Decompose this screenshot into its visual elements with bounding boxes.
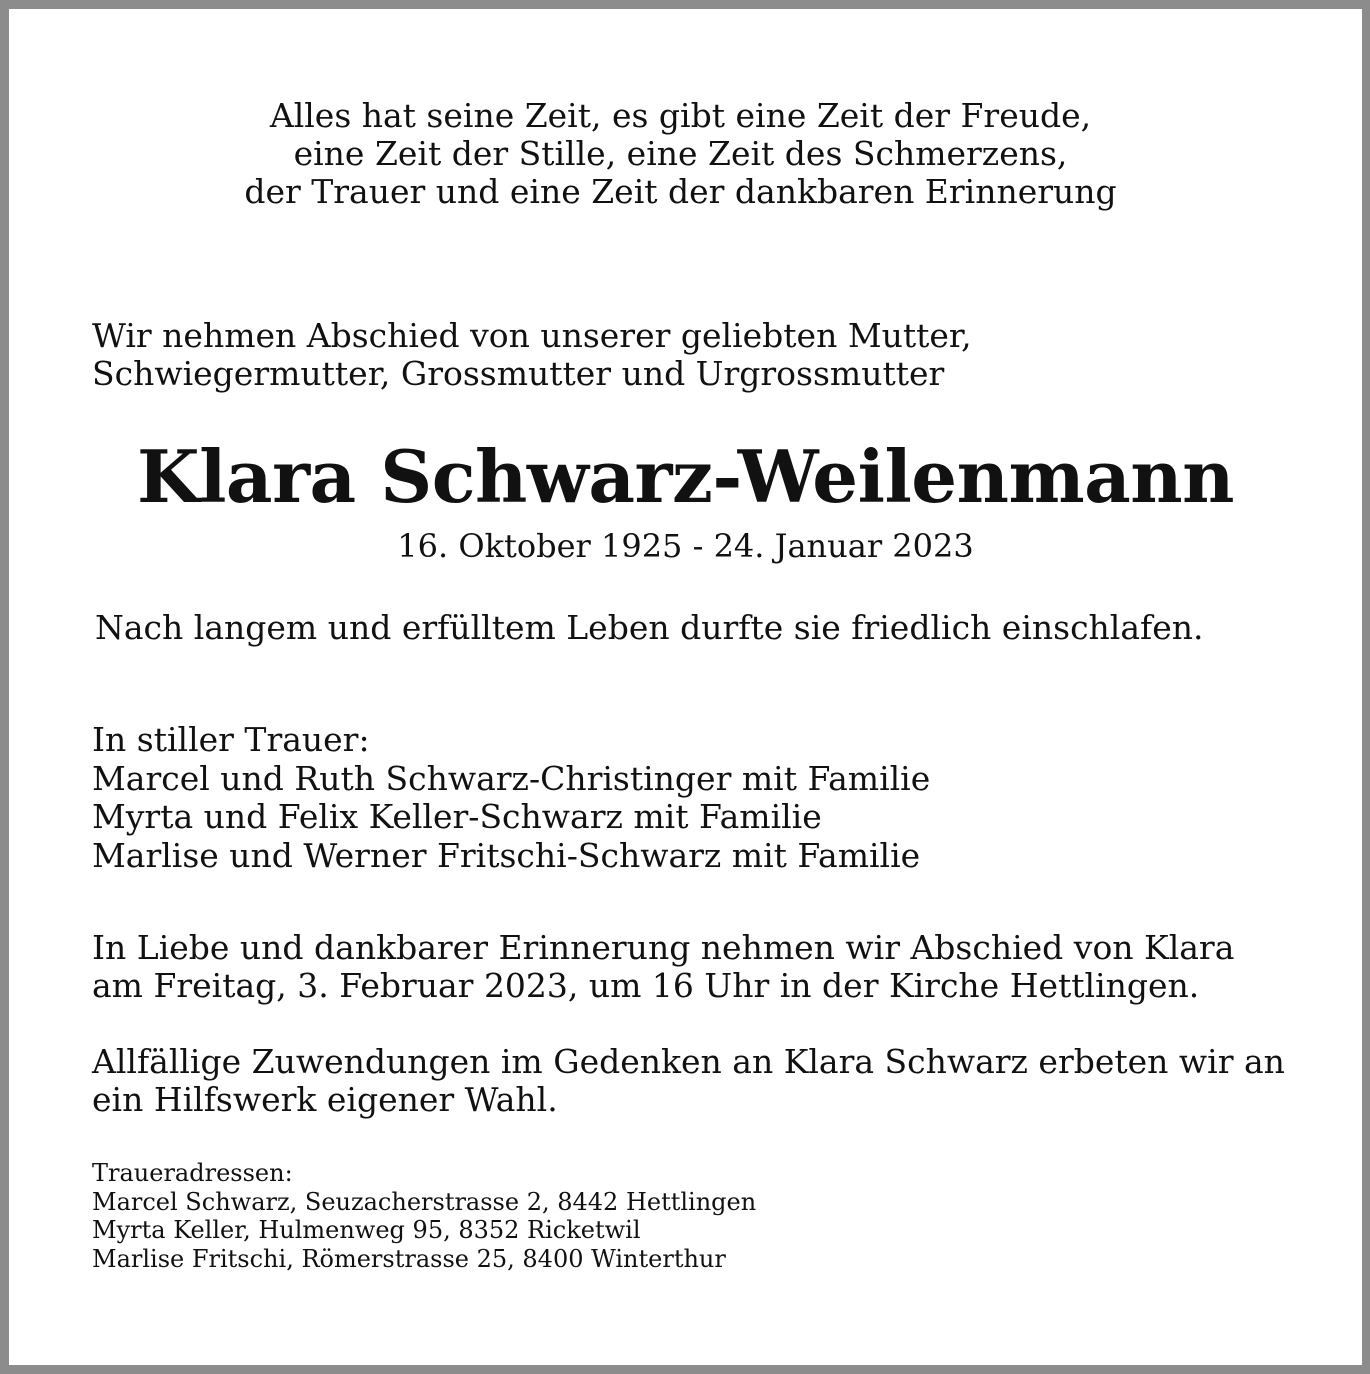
- service-line: In Liebe und dankbarer Erinnerung nehmen wir Abschied von Klara: [92, 928, 1235, 967]
- address-entry: Myrta Keller, Hulmenweg 95, 8352 Ricketwil: [92, 1216, 641, 1244]
- mourner-family: Myrta und Felix Keller-Schwarz mit Familie: [92, 797, 822, 836]
- motto-line: eine Zeit der Stille, eine Zeit des Schmerzens,: [293, 134, 1068, 173]
- mourning-addresses: [92, 1159, 756, 1273]
- donations-line: Allfällige Zuwendungen im Gedenken an Klara Schwarz erbeten wir an: [92, 1042, 1285, 1081]
- donations-line: ein Hilfswerk eigener Wahl.: [92, 1080, 558, 1119]
- addresses-heading: Traueradressen:: [92, 1159, 293, 1187]
- life-dates: 16. Oktober 1925 - 24. Januar 2023: [397, 527, 974, 565]
- mourner-family: Marlise und Werner Fritschi-Schwarz mit Familie: [92, 835, 921, 875]
- mourners-list: [92, 721, 930, 875]
- peace-text: Nach langem und erfülltem Leben durfte sie friedlich einschlafen.: [95, 608, 1204, 647]
- intro-line: Schwiegermutter, Grossmutter und Urgrossmutter: [92, 354, 945, 393]
- motto-line: der Trauer und eine Zeit der dankbaren Erinnerung: [244, 172, 1117, 211]
- donations-info: [92, 1043, 1285, 1119]
- obituary-notice: [9, 9, 1362, 1365]
- intro-text: [92, 317, 972, 393]
- address-entry: Marcel Schwarz, Seuzacherstrasse 2, 8442 Hettlingen: [92, 1187, 757, 1216]
- mourners-heading: In stiller Trauer:: [92, 720, 370, 759]
- service-info: [92, 929, 1234, 1005]
- address-entry: Marlise Fritschi, Römerstrasse 25, 8400 Winterthur: [92, 1244, 726, 1273]
- deceased-name: Klara Schwarz-Weilenmann: [136, 434, 1234, 519]
- intro-line: Wir nehmen Abschied von unserer geliebten Mutter,: [92, 316, 972, 355]
- mourner-family: Marcel und Ruth Schwarz-Christinger mit Familie: [92, 758, 931, 798]
- motto-line: Alles hat seine Zeit, es gibt eine Zeit der Freude,: [269, 96, 1092, 135]
- service-line: am Freitag, 3. Februar 2023, um 16 Uhr in der Kirche Hettlingen.: [92, 966, 1200, 1005]
- motto-verse: [0, 97, 1370, 211]
